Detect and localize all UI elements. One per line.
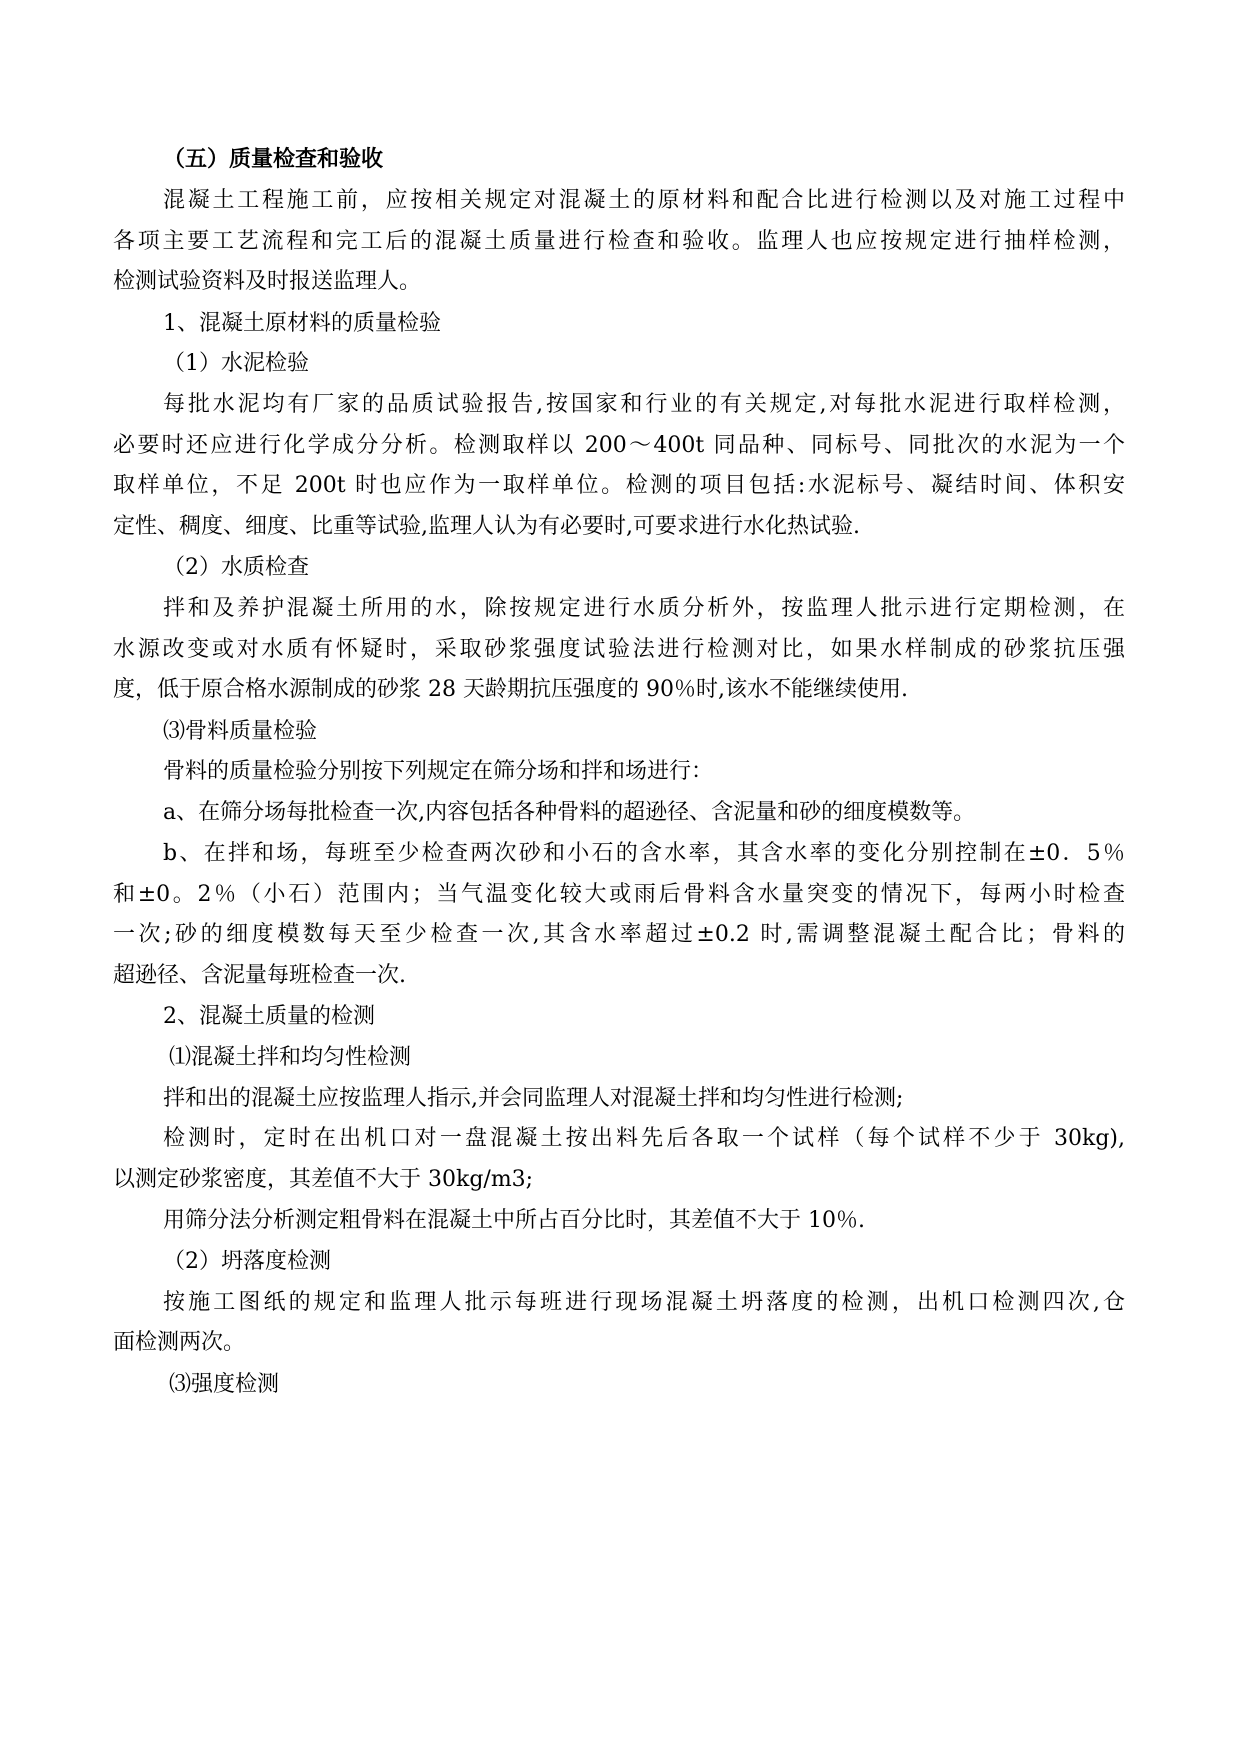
subsection-heading: 1、混凝土原材料的质量检验 (163, 311, 441, 336)
paragraph-line: 一次;砂的细度模数每天至少检查一次,其含水率超过±0.2 时,需调整混凝土配合比；骨料的 (113, 922, 1125, 947)
item-heading: ⑶强度检测 (169, 1372, 280, 1397)
paragraph-line: 拌和出的混凝土应按监理人指示,并会同监理人对混凝土拌和均匀性进行检测; (163, 1086, 904, 1111)
paragraph-line: 水源改变或对水质有怀疑时，采取砂浆强度试验法进行检测对比，如果水样制成的砂浆抗压强 (113, 637, 1125, 662)
paragraph-line: 检测试验资料及时报送监理人。 (113, 269, 422, 294)
item-heading: （2）坍落度检测 (163, 1249, 331, 1274)
subsection-heading: 2、混凝土质量的检测 (163, 1004, 375, 1029)
paragraph-line: 和±0。2％（小石）范围内；当气温变化较大或雨后骨料含水量突变的情况下，每两小时检查 (113, 882, 1125, 907)
paragraph-line: 混凝土工程施工前，应按相关规定对混凝土的原材料和配合比进行检测以及对施工过程中 (163, 188, 1125, 213)
paragraph-line: 面检测两次。 (113, 1330, 246, 1355)
paragraph-line: 用筛分法分析测定粗骨料在混凝土中所占百分比时，其差值不大于 10％. (163, 1208, 865, 1233)
paragraph-line: b、在拌和场，每班至少检查两次砂和小石的含水率，其含水率的变化分别控制在±0．5％ (163, 841, 1125, 866)
paragraph-line: 按施工图纸的规定和监理人批示每班进行现场混凝土坍落度的检测，出机口检测四次,仓 (163, 1290, 1125, 1315)
paragraph-line: 取样单位，不足 200t 时也应作为一取样单位。检测的项目包括:水泥标号、凝结时间、体积安 (113, 473, 1125, 498)
paragraph-line: 必要时还应进行化学成分分析。检测取样以 200～400t 同品种、同标号、同批次的水泥为一个 (113, 433, 1125, 458)
paragraph-line: 拌和及养护混凝土所用的水，除按规定进行水质分析外，按监理人批示进行定期检测，在 (163, 596, 1125, 621)
item-heading: （1）水泥检验 (163, 351, 309, 376)
paragraph-line: 以测定砂浆密度，其差值不大于 30kg/m3; (113, 1167, 534, 1192)
item-heading: ⑶骨料质量检验 (163, 719, 318, 744)
paragraph-line: 定性、稠度、细度、比重等试验,监理人认为有必要时,可要求进行水化热试验. (113, 514, 860, 539)
paragraph-line: 度，低于原合格水源制成的砂浆 28 天龄期抗压强度的 90％时,该水不能继续使用. (113, 677, 908, 702)
paragraph-line: a、在筛分场每批检查一次,内容包括各种骨料的超逊径、含泥量和砂的细度模数等。 (163, 800, 976, 825)
item-heading: （2）水质检查 (163, 555, 309, 580)
item-heading: ⑴混凝土拌和均匀性检测 (169, 1045, 412, 1070)
paragraph-line: 检测时，定时在出机口对一盘混凝土按出料先后各取一个试样（每个试样不少于 30kg), (163, 1126, 1125, 1151)
paragraph-line: 每批水泥均有厂家的品质试验报告,按国家和行业的有关规定,对每批水泥进行取样检测， (163, 392, 1125, 417)
paragraph-line: 各项主要工艺流程和完工后的混凝土质量进行检查和验收。监理人也应按规定进行抽样检测， (113, 229, 1125, 254)
paragraph-line: 超逊径、含泥量每班检查一次. (113, 963, 406, 988)
section-heading: （五）质量检查和验收 (163, 147, 384, 172)
paragraph-line: 骨料的质量检验分别按下列规定在筛分场和拌和场进行： (163, 759, 714, 784)
